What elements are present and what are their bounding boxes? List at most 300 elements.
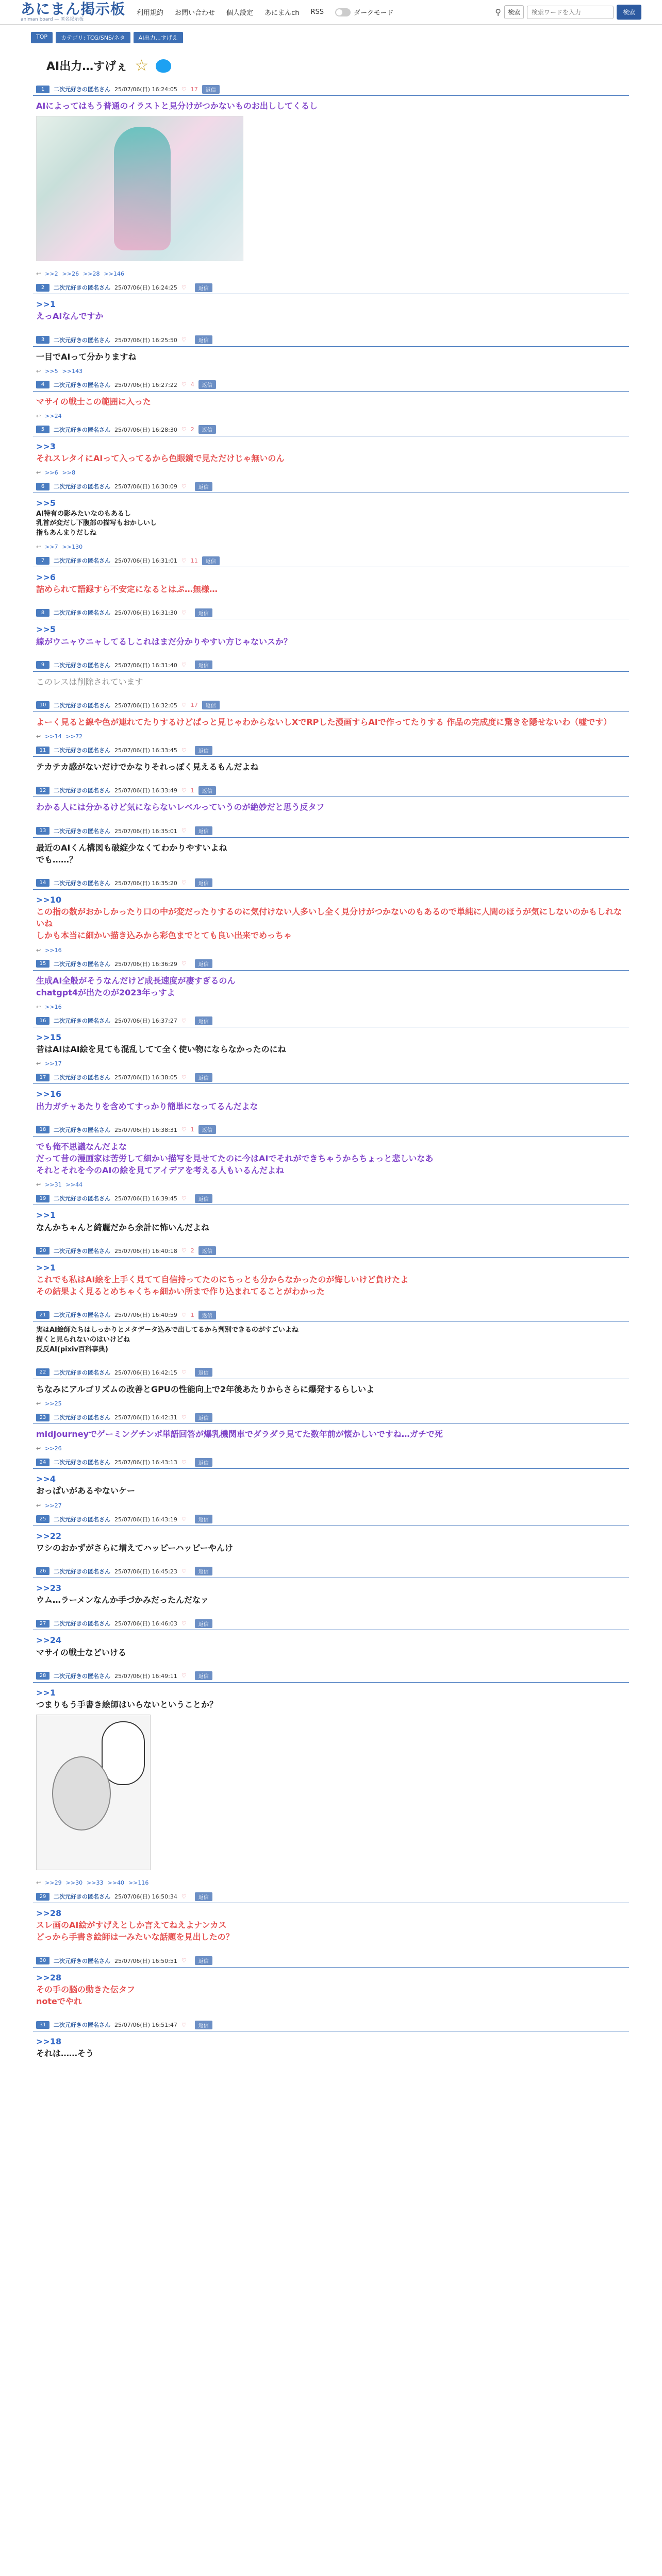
reply-anchor[interactable]: >>4 [36,1474,56,1484]
post-number[interactable]: 31 [36,2021,49,2029]
post-spacer [33,1557,629,1565]
star-icon[interactable]: ☆ [135,57,149,75]
post-date: 25/07/06(日) 16:43:13 [114,1459,177,1466]
post-date: 25/07/06(日) 16:46:03 [114,1620,177,1628]
reply-button[interactable]: 返信 [195,1016,212,1025]
nav-settings[interactable]: 個人設定 [226,9,254,17]
post-replies [33,1500,629,1513]
like-icon[interactable]: ♡ [181,1195,187,1202]
post-date: 25/07/06(日) 16:40:59 [114,1312,177,1319]
reply-link[interactable]: >>6 [45,469,58,477]
post-number[interactable]: 4 [36,381,49,388]
post-replies [33,1443,629,1456]
post-author: 二次元好きの匿名さん [54,879,110,887]
like-count: 2 [190,1247,194,1255]
post-text: chatgpt4が出たのが2023年っすよ [36,987,175,997]
post-date: 25/07/06(日) 16:28:30 [114,426,177,433]
post-meta [33,606,629,619]
like-icon[interactable]: ♡ [181,557,187,564]
post-text: 出力ガチャあたりを含めてすっかり簡単になってるんだよな [36,1101,258,1111]
post-text: このレスは削除されています [36,676,143,687]
reply-button[interactable]: 返信 [195,1671,212,1680]
speech-bubble [102,1721,145,1785]
nav-animanch[interactable]: あにまんch [264,9,300,17]
like-icon[interactable]: ♡ [181,609,187,616]
post-number[interactable]: 26 [36,1567,49,1575]
post-body [33,1084,629,1115]
reply-button[interactable]: 返信 [195,826,212,835]
post-meta [33,877,629,890]
like-icon[interactable]: ♡ [181,1247,187,1255]
reply-anchor[interactable]: >>5 [36,624,56,635]
site-logo[interactable] [21,2,125,22]
post-number[interactable]: 25 [36,1515,49,1523]
reply-link[interactable]: >>33 [87,1879,104,1887]
post-text: midjourneyでゲーミングチンポ単語回答が爆乳機関車でダラダラ見てた数年前が懐かしいですね…ガチで死 [36,1429,443,1439]
like-icon[interactable]: ♡ [181,1516,187,1523]
like-count: 1 [190,787,194,794]
post-meta [33,659,629,672]
nav-terms[interactable]: 利用規約 [137,9,164,17]
reply-button[interactable]: 返信 [195,1956,212,1965]
reply-link[interactable]: >>40 [107,1879,124,1887]
post [33,1513,629,1565]
toggle-switch[interactable] [335,8,351,16]
post-date: 25/07/06(日) 16:50:34 [114,1893,177,1901]
post-meta [33,1309,629,1321]
reply-link[interactable]: >>28 [83,270,100,278]
reply-link[interactable]: >>24 [45,412,62,419]
like-icon[interactable]: ♡ [181,827,187,835]
post-spacer [33,651,629,659]
post-body [33,436,629,467]
post [33,379,629,423]
post-author: 二次元好きの匿名さん [54,1893,110,1901]
like-icon[interactable]: ♡ [181,1893,187,1900]
post-meta [33,784,629,797]
reply-button[interactable]: 返信 [195,746,212,755]
reply-button[interactable]: 返信 [195,1515,212,1523]
reply-button[interactable]: 返信 [195,1194,212,1203]
reply-link[interactable]: >>27 [45,1502,62,1509]
reply-anchor[interactable]: >>1 [36,1210,56,1221]
post-number[interactable]: 7 [36,557,49,565]
post-body [33,712,629,731]
post-image[interactable] [36,1715,151,1870]
like-count: 1 [190,1311,194,1318]
post [33,1565,629,1617]
breadcrumb-category[interactable]: カテゴリ: TCG/SNS/ネタ [56,32,130,43]
like-icon[interactable]: ♡ [181,702,187,709]
post-meta [33,83,629,96]
reply-anchor[interactable]: >>18 [36,2037,62,2047]
search-icon: ⚲ [495,7,501,17]
post-number[interactable]: 10 [36,701,49,709]
reply-button[interactable]: 返信 [202,85,220,94]
reply-link[interactable]: >>16 [45,946,62,954]
reply-button[interactable]: 返信 [198,786,216,795]
reply-link[interactable]: >>16 [45,1004,62,1011]
post-spacer [33,691,629,699]
post-number[interactable]: 23 [36,1414,49,1421]
search-mode-select[interactable]: 検索 [504,5,524,19]
reply-link[interactable]: >>2 [45,270,58,278]
reply-button[interactable]: 返信 [202,701,220,709]
post [33,480,629,554]
post-spacer [33,776,629,784]
post-date: 25/07/06(日) 16:37:27 [114,1018,177,1025]
post-meta [33,281,629,294]
reply-anchor[interactable]: >>10 [36,894,62,905]
reply-anchor[interactable]: >>6 [36,572,56,583]
post-text: それスレタイにAIって入ってるから色眼鏡で見ただけじゃ無いのん [36,453,285,464]
post-number[interactable]: 12 [36,787,49,794]
reply-anchor[interactable]: >>16 [36,1089,62,1099]
post-date: 25/07/06(日) 16:31:40 [114,662,177,669]
like-icon[interactable]: ♡ [181,1311,187,1318]
post [33,1124,629,1193]
reply-link[interactable]: >>8 [62,469,76,477]
like-icon[interactable]: ♡ [181,960,187,968]
reply-button[interactable]: 返信 [195,2021,212,2029]
post-number[interactable]: 2 [36,284,49,292]
post-date: 25/07/06(日) 16:31:01 [114,557,177,565]
reply-button[interactable]: 返信 [195,608,212,617]
post-spacer [33,1115,629,1124]
post [33,1411,629,1456]
post-meta [33,1565,629,1578]
post-spacer [33,1236,629,1245]
post-body [33,619,629,650]
post-text: その結果よく見るとめちゃくちゃ細かい所まで作り込まれてることがわかった [36,1286,325,1297]
reply-anchor[interactable]: >>1 [36,1687,56,1698]
reply-anchor[interactable]: >>28 [36,1908,62,1919]
post-meta [33,423,629,436]
reply-link[interactable]: >>7 [45,544,58,551]
reply-anchor[interactable]: >>3 [36,441,56,451]
post [33,1014,629,1071]
search-button[interactable]: 検索 [617,5,641,20]
reply-button[interactable]: 返信 [195,1073,212,1082]
main-nav [137,7,324,17]
reply-link[interactable]: >>5 [45,367,58,375]
post-author: 二次元好きの匿名さん [54,1672,110,1680]
reply-button[interactable]: 返信 [198,1311,216,1319]
post-replies [33,1058,629,1071]
post-author: 二次元好きの匿名さん [54,336,110,344]
post-meta [33,1513,629,1526]
post-meta [33,1366,629,1379]
like-icon[interactable]: ♡ [181,1017,187,1024]
reply-arrow-icon: ↩ [36,1502,41,1509]
like-icon[interactable]: ♡ [181,1957,187,1964]
post-date: 25/07/06(日) 16:42:31 [114,1414,177,1421]
post-date: 25/07/06(日) 16:30:09 [114,483,177,490]
post-author: 二次元好きの匿名さん [54,1312,110,1319]
post-replies [33,1179,629,1192]
post-number[interactable]: 11 [36,747,49,754]
reply-arrow-icon: ↩ [36,1400,41,1407]
reply-button[interactable]: 返信 [195,335,212,344]
reply-button[interactable]: 返信 [195,1413,212,1422]
like-icon[interactable]: ♡ [181,284,187,291]
post-date: 25/07/06(日) 16:33:45 [114,747,177,754]
post-body [33,1424,629,1443]
post-author: 二次元好きの匿名さん [54,747,110,754]
reply-arrow-icon: ↩ [36,1060,41,1067]
post [33,877,629,958]
reply-button[interactable]: 返信 [195,660,212,669]
post-meta [33,1890,629,1903]
post-text: よーく見ると線や色が連れてたりするけどぱっと見じゃわからないしXでRPした漫画すらAIで作ってたりする 作品の完成度に驚きを隠せないわ（嘘です） [36,717,612,727]
post [33,659,629,699]
reply-anchor[interactable]: >>1 [36,1262,56,1273]
reply-arrow-icon: ↩ [36,367,41,375]
post-author: 二次元好きの匿名さん [54,662,110,669]
like-count: 4 [190,381,194,388]
reply-link[interactable]: >>130 [62,544,83,551]
post-body [33,757,629,776]
post-body [33,1205,629,1236]
reply-link[interactable]: >>143 [62,367,83,375]
post-text: 指もあんまりだしね [36,529,97,537]
reply-link[interactable]: >>31 [45,1181,62,1189]
reply-link[interactable]: >>14 [45,733,62,740]
post-meta [33,379,629,392]
reply-button[interactable]: 返信 [195,1368,212,1377]
reply-button[interactable]: 返信 [195,283,212,292]
post-number[interactable]: 9 [36,661,49,669]
reply-button[interactable]: 返信 [195,1567,212,1575]
like-icon[interactable]: ♡ [181,381,187,388]
post-number[interactable]: 8 [36,609,49,617]
post-author: 二次元好きの匿名さん [54,2022,110,2029]
post-author: 二次元好きの匿名さん [54,702,110,709]
post-number[interactable]: 30 [36,1957,49,1964]
post-number[interactable]: 13 [36,827,49,835]
site-header [0,0,662,25]
reply-button[interactable]: 返信 [198,380,216,389]
like-icon[interactable]: ♡ [181,1459,187,1466]
post-number[interactable]: 21 [36,1311,49,1319]
post-number[interactable]: 27 [36,1620,49,1628]
nav-contact[interactable]: お問い合わせ [175,9,216,17]
post-author: 二次元好きの匿名さん [54,1516,110,1523]
post-spacer [33,326,629,334]
post-text: マサイの戦士この範囲に入った [36,396,151,406]
post-number[interactable]: 24 [36,1459,49,1466]
post-author: 二次元好きの匿名さん [54,1620,110,1628]
post-text: それとそれを今のAIの絵を見てアイデアを考える人もいるんだよね [36,1165,284,1176]
like-icon[interactable]: ♡ [181,1126,187,1133]
post-number[interactable]: 18 [36,1126,49,1133]
post-body [33,347,629,366]
post-body [33,1578,629,1609]
post-text: ワシのおかずがさらに増えてハッピーハッピーやんけ [36,1543,233,1553]
post [33,83,629,281]
post-author: 二次元好きの匿名さん [54,960,110,968]
post-body [33,1137,629,1180]
post [33,1366,629,1411]
reply-button[interactable]: 返信 [198,425,216,434]
post-text: その手の脳の動きた伝タフ [36,1984,136,1994]
post-number[interactable]: 6 [36,483,49,490]
post-author: 二次元好きの匿名さん [54,1018,110,1025]
dark-mode-toggle[interactable] [335,7,393,17]
like-icon[interactable]: ♡ [181,1074,187,1081]
like-icon[interactable]: ♡ [181,879,187,887]
post-text: ウム…ラーメンなんか手づかみだったんだなァ [36,1595,209,1605]
like-icon[interactable]: ♡ [181,1369,187,1376]
reply-link[interactable]: >>29 [45,1879,62,1887]
twitter-icon[interactable] [156,59,171,73]
reply-link[interactable]: >>146 [104,270,124,278]
post-text: 描くと見られないのはいけどね [36,1336,130,1344]
like-count: 17 [190,702,198,709]
post-replies [33,366,629,379]
reply-button[interactable]: 返信 [195,959,212,968]
reply-anchor[interactable]: >>15 [36,1032,62,1043]
post-text: なんかちゃんと綺麗だから余計に怖いんだよね [36,1222,210,1232]
post-text: でも俺不思議なんだよな [36,1141,127,1151]
reply-button[interactable]: 返信 [202,556,220,565]
post-number[interactable]: 29 [36,1893,49,1901]
like-icon[interactable]: ♡ [181,1620,187,1627]
post-body [33,1968,629,2011]
reply-arrow-icon: ↩ [36,412,41,419]
post-text: AI特有の影みたいなのもあるし [36,510,131,518]
breadcrumb-thread[interactable]: AI出力...すげえ [134,32,183,43]
post-author: 二次元好きの匿名さん [54,787,110,794]
reply-link[interactable]: >>17 [45,1060,62,1067]
reply-link[interactable]: >>30 [65,1879,83,1887]
reply-anchor[interactable]: >>5 [36,498,56,509]
post-number[interactable]: 17 [36,1074,49,1081]
post [33,1192,629,1244]
reply-button[interactable]: 返信 [195,482,212,491]
post-meta [33,1014,629,1027]
like-icon[interactable]: ♡ [181,426,187,433]
post-replies [33,411,629,423]
page-title: AI出力…すげぇ [46,60,128,73]
post-text: おっぱいがあるやないケー [36,1486,136,1496]
like-count: 2 [190,426,194,433]
reply-anchor[interactable]: >>28 [36,1972,62,1982]
post-replies [33,945,629,958]
post-text: noteでやれ [36,1996,82,2006]
post-meta [33,480,629,493]
reply-arrow-icon: ↩ [36,469,41,477]
post-number[interactable]: 14 [36,879,49,887]
reply-link[interactable]: >>44 [65,1181,83,1189]
post-number[interactable]: 28 [36,1672,49,1680]
like-icon[interactable]: ♡ [181,1568,187,1575]
reply-button[interactable]: 返信 [198,1125,216,1134]
post-body [33,1027,629,1058]
like-icon[interactable]: ♡ [181,662,187,669]
post-number[interactable]: 5 [36,426,49,433]
reply-arrow-icon: ↩ [36,1445,41,1452]
like-icon[interactable]: ♡ [181,86,187,93]
reply-button[interactable]: 返信 [195,1619,212,1628]
post-meta [33,825,629,838]
reply-anchor[interactable]: >>24 [36,1635,62,1646]
post-number[interactable]: 22 [36,1368,49,1376]
post [33,1309,629,1366]
post-body [33,672,629,691]
reply-anchor[interactable]: >>1 [36,299,56,310]
post-body [33,1630,629,1661]
post-date: 25/07/06(日) 16:33:49 [114,787,177,794]
post-date: 25/07/06(日) 16:39:45 [114,1195,177,1202]
logo-text: あにまん掲示板 [21,1,126,18]
search-input[interactable] [527,6,614,19]
post-date: 25/07/06(日) 16:49:11 [114,1672,177,1680]
post-spacer [33,1300,629,1309]
post-text: でも……？ [36,854,78,865]
post [33,334,629,379]
like-icon[interactable]: ♡ [181,747,187,754]
post-meta [33,1245,629,1258]
breadcrumb-top[interactable]: TOP [31,32,53,43]
like-icon[interactable]: ♡ [181,1672,187,1680]
post [33,958,629,1014]
post-author: 二次元好きの匿名さん [54,284,110,292]
like-icon[interactable]: ♡ [181,787,187,794]
post-spacer [33,817,629,825]
reply-anchor[interactable]: >>23 [36,1583,62,1593]
like-icon[interactable]: ♡ [181,1414,187,1421]
reply-button[interactable]: 返信 [198,1246,216,1255]
illustration-figure [114,127,171,250]
post-number[interactable]: 16 [36,1017,49,1025]
post-number[interactable]: 20 [36,1247,49,1255]
reply-button[interactable]: 返信 [195,1458,212,1467]
post-replies [33,268,629,281]
reply-arrow-icon: ↩ [36,1004,41,1011]
like-count: 17 [190,86,198,93]
post-date: 25/07/06(日) 16:31:30 [114,609,177,617]
post-date: 25/07/06(日) 16:27:22 [114,381,177,388]
post [33,1071,629,1123]
post-spacer [33,1358,629,1366]
reply-link[interactable]: >>72 [65,733,83,740]
reply-anchor[interactable]: >>22 [36,1531,62,1541]
post-number[interactable]: 1 [36,86,49,93]
post-number[interactable]: 19 [36,1195,49,1202]
post-meta [33,958,629,971]
post [33,1890,629,1955]
post-text: だって昔の漫画家は苦労して細かい描写を見せてたのに今はAIでそれができちゃうからちょっと悲しいなあ [36,1153,434,1163]
reply-button[interactable]: 返信 [195,878,212,887]
nav-rss[interactable]: RSS [310,8,324,16]
post-image[interactable] [36,116,243,261]
reply-link[interactable]: >>116 [128,1879,149,1887]
post-body [33,2031,629,2062]
post-number[interactable]: 15 [36,960,49,968]
post-number[interactable]: 3 [36,336,49,344]
post-author: 二次元好きの匿名さん [54,1074,110,1081]
like-icon[interactable]: ♡ [181,2021,187,2028]
post-meta [33,1670,629,1683]
reply-link[interactable]: >>26 [45,1445,62,1452]
reply-button[interactable]: 返信 [195,1892,212,1901]
like-icon[interactable]: ♡ [181,336,187,344]
post-author: 二次元好きの匿名さん [54,381,110,388]
reply-link[interactable]: >>25 [45,1400,62,1407]
reply-link[interactable]: >>26 [62,270,79,278]
like-icon[interactable]: ♡ [181,483,187,490]
